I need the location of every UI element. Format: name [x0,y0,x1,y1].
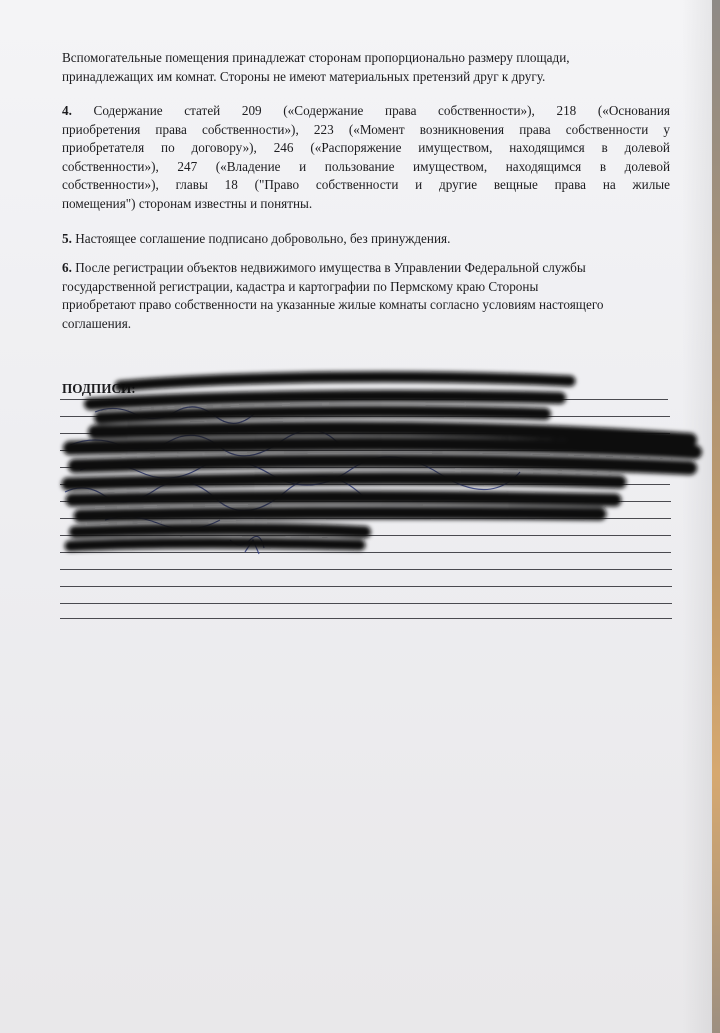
paragraph-text: Настоящее соглашение подписано добровольно, без принуждения. [75,231,451,246]
background-edge [712,0,720,1033]
paragraph-auxiliary-premises [62,49,668,86]
signature-line [60,569,672,570]
signature-line [60,535,671,536]
paragraph-line: принадлежащих им комнат. Стороны не имеют материальных претензий друг к другу. [62,68,546,84]
paragraph-line: собственности»), 247 («Владение и пользование имуществом, находящимся в долевой [62,158,670,174]
handwriting-traces [65,407,520,554]
redaction-strokes [68,377,695,546]
signature-line [60,433,670,434]
signatures-label: ПОДПИСИ: [62,381,136,396]
signature-line [60,484,670,485]
paragraph-5 [62,230,670,249]
paragraph-line: Содержание статей 209 («Содержание права собственности»), 218 («Основания [93,103,670,118]
paragraph-number: 6. [62,260,72,275]
paragraph-line: помещения") сторонам известны и понятны. [62,195,313,211]
signature-line [60,399,668,400]
paragraph-line: приобретателя по договору»), 246 («Распоряжение имуществом, находящимся в долевой [62,140,670,155]
paragraph-line: собственности»), главы 18 ("Право собственности и другие вещные права на жилые [62,177,670,192]
paragraph-line: приобретают право собственности на указанные жилые комнаты согласно условиям настоящего [62,297,604,312]
paragraph-line: государственной регистрации, кадастра и картографии по Пермскому краю Стороны [62,278,539,294]
signature-line [60,450,670,451]
signature-line [60,467,670,468]
signature-line [60,603,672,604]
paragraph-line: соглашения. [62,315,132,331]
paragraph-line: Вспомогательные помещения принадлежат сторонам пропорционально размеру площади, [62,50,570,65]
signature-line [60,618,672,619]
signature-line [60,501,671,502]
paragraph-line: приобретения права собственности»), 223 («Момент возникновения права собственности у [62,121,670,137]
signature-line [60,552,671,553]
signature-line [60,416,670,417]
signature-line [60,586,672,587]
paragraph-number: 4. [62,103,72,118]
paragraph-number: 5. [62,231,72,246]
paragraph-line: После регистрации объектов недвижимого имущества в Управлении Федеральной службы [75,260,586,275]
paragraph-4 [62,102,670,213]
signature-line [60,518,671,519]
paragraph-6 [62,259,684,333]
